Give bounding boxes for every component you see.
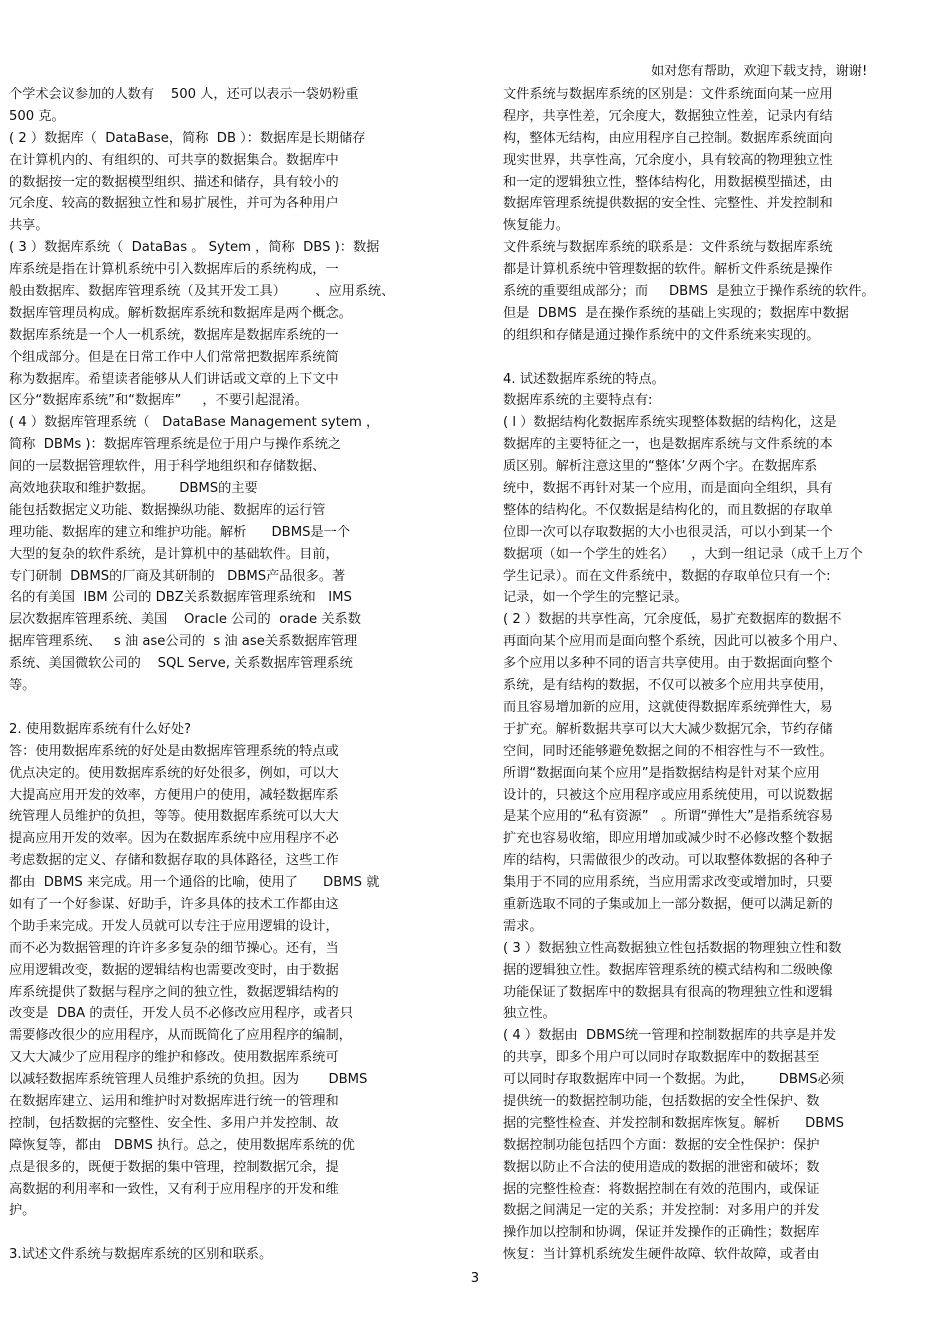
text-line: 数据库管理员构成。解析数据库系统和数据库是两个概念。 [9, 305, 352, 321]
text-line: 而且容易增加新的应用，这就使得数据库系统弹性大，易 [503, 699, 833, 715]
text-line: 区分“数据库系统”和“数据库” ，不要引起混淆。 [9, 393, 308, 409]
text-line: 多个应用以多种不同的语言共享使用。由于数据面向整个 [503, 656, 833, 672]
text-line: 恢复能力。 [503, 218, 569, 234]
text-line: 优点决定的。使用数据库系统的好处很多，例如，可以大 [9, 765, 339, 781]
text-line: 统管理人员维护的负担，等等。使用数据库系统可以大大 [9, 809, 339, 825]
text-line: ( l ）数据结构化数据库系统实现整体数据的结构化，这是 [503, 415, 837, 431]
text-line: 统中，数据不再针对某一个应用，而是面向全组织，具有 [503, 481, 833, 497]
right-column [503, 84, 928, 1266]
text-line [503, 347, 928, 369]
text-line: 据的完整性检查、并发控制和数据库恢复。解析 DBMS [503, 1115, 845, 1131]
text-line: 的组织和存储是通过操作系统中的文件系统来实现的。 [503, 327, 820, 343]
text-line: 现实世界，共享性高，冗余度小，具有较高的物理独立性 [503, 152, 833, 168]
text-line: 学生记录）。而在文件系统中，数据的存取单位只有一个: [503, 568, 831, 584]
text-line: 提高应用开发的效率。因为在数据库系统中应用程序不必 [9, 831, 339, 847]
text-line: 障恢复等，都由 DBMS 执行。总之，使用数据库系统的优 [9, 1137, 355, 1153]
text-line: 大型的复杂的软件系统，是计算机中的基础软件。目前， [9, 546, 339, 562]
text-line: 库系统提供了数据与程序之间的独立性，数据逻辑结构的 [9, 984, 339, 1000]
text-line: 控制，包括数据的完整性、安全性、多用户并发控制、故 [9, 1115, 339, 1131]
text-line: 如有了一个好参谋、好助手，许多具体的技术工作都由这 [9, 896, 339, 912]
text-line: 个组成部分。但是在日常工作中人们常常把数据库系统简 [9, 349, 339, 365]
text-line: 所谓“数据面向某个应用”是指数据结构是针对某个应用 [503, 765, 820, 781]
text-line: 整体的结构化。不仅数据是结构化的，而且数据的存取单 [503, 502, 833, 518]
text-line: 改变是 DBA 的责任，开发人员不必修改应用程序，或者只 [9, 1006, 354, 1022]
text-line: 提供统一的数据控制功能，包括数据的安全性保护、数 [503, 1093, 820, 1109]
text-line [9, 697, 441, 719]
text-line: 构，整体无结构，由应用程序自己控制。数据库系统面向 [503, 130, 833, 146]
text-line: 文件系统与数据库系统的联系是：文件系统与数据库系统 [503, 240, 833, 256]
text-line: 数据以防止不合法的使用造成的数据的泄密和破坏；数 [503, 1159, 820, 1175]
text-line: 操作加以控制和协调，保证并发操作的正确性；数据库 [503, 1225, 820, 1241]
text-line: 个助手来完成。开发人员就可以专注于应用逻辑的设计， [9, 918, 339, 934]
text-line: 记录，如一个学生的完整记录。 [503, 590, 688, 606]
text-line: 恢复：当计算机系统发生硬件故障、软件故障，或者由 [503, 1247, 820, 1263]
text-line: 3.试述文件系统与数据库系统的区别和联系。 [9, 1247, 273, 1263]
header-note: 如对您有帮助，欢迎下载支持，谢谢! [651, 64, 868, 79]
text-line: 数据库的主要特征之一，也是数据库系统与文件系统的本 [503, 437, 833, 453]
text-line: ( 2 ）数据的共享性高，冗余度低，易扩充数据库的数据不 [503, 612, 842, 628]
text-line: 考虑数据的定义、存储和数据存取的具体路径，这些工作 [9, 853, 339, 869]
text-line: 文件系统与数据库系统的区别是：文件系统面向某一应用 [503, 87, 833, 102]
text-line: 独立性。 [503, 1006, 556, 1022]
text-line: ( 2 ）数据库（ DataBase，简称 DB ）：数据库是长期储存 [9, 130, 366, 146]
text-line: 数据控制功能包括四个方面：数据的安全性保护：保护 [503, 1137, 820, 1153]
text-line: 可以同时存取数据库中同一个数据。为此， DBMS必须 [503, 1072, 845, 1088]
text-line: 在计算机内的、有组织的、可共享的数据集合。数据库中 [9, 152, 339, 168]
text-line: 于扩充。解析数据共享可以大大减少数据冗余，节约存储 [503, 721, 833, 737]
text-line: 库的结构，只需做很少的改动。可以取整体数据的各种子 [503, 853, 833, 869]
text-line: 数据库系统的主要特点有: [503, 393, 653, 409]
text-line: 空间，同时还能够避免数据之间的不相容性与不一致性。 [503, 743, 833, 759]
text-line: 高数据的利用率和一致性，又有利于应用程序的开发和维 [9, 1181, 339, 1197]
text-line: 理功能、数据库的建立和维护功能。解析 DBMS是一个 [9, 524, 351, 540]
text-line: 集用于不同的应用系统，当应用需求改变或增加时，只要 [503, 875, 833, 891]
text-line: 又大大减少了应用程序的维护和修改。使用数据库系统可 [9, 1050, 339, 1066]
text-line: 需要修改很少的应用程序，从而既简化了应用程序的编制， [9, 1028, 352, 1044]
text-line: 系统的重要组成部分；而 DBMS 是独立于操作系统的软件。 [503, 284, 875, 300]
text-line: 是某个应用的“私有资源” 。所谓“弹性大”是指系统容易 [503, 809, 834, 825]
text-line: 程序，共享性差，冗余度大，数据独立性差，记录内有结 [503, 108, 833, 124]
text-line: 据的逻辑独立性。数据库管理系统的模式结构和二级映像 [503, 962, 833, 978]
text-line: ( 4 ）数据由 DBMS统一管理和控制数据库的共享是并发 [503, 1028, 837, 1044]
text-line: 专门研制 DBMS的厂商及其研制的 DBMS产品很多。著 [9, 568, 346, 584]
text-line: 在数据库建立、运用和维护时对数据库进行统一的管理和 [9, 1093, 339, 1109]
text-line: 而不必为数据管理的许许多多复杂的细节操心。还有，当 [9, 940, 339, 956]
text-line: 的共享，即多个用户可以同时存取数据库中的数据甚至 [503, 1050, 820, 1066]
text-line: 的数据按一定的数据模型组织、描述和储存，具有较小的 [9, 174, 339, 190]
text-line: 共享。 [9, 218, 49, 234]
text-line: 和一定的逻辑独立性，整体结构化，用数据模型描述，由 [503, 174, 833, 190]
text-line [9, 1222, 441, 1244]
text-line: 护。 [9, 1203, 36, 1219]
text-line: 但是 DBMS 是在操作系统的基础上实现的；数据库中数据 [503, 305, 849, 321]
text-line: 简称 DBMs )：数据库管理系统是位于用户与操作系统之 [9, 437, 342, 453]
text-line: 功能保证了数据库中的数据具有很高的物理独立性和逻辑 [503, 984, 833, 1000]
text-line: 重新选取不同的子集或加上一部分数据，便可以满足新的 [503, 896, 833, 912]
text-line: ( 4 ）数据库管理系统（ DataBase Management sytem ， [9, 415, 380, 431]
text-line: 扩充也容易收缩，即应用增加或减少时不必修改整个数据 [503, 831, 833, 847]
text-line: 数据库管理系统提供数据的安全性、完整性、并发控制和 [503, 196, 833, 212]
text-line: 般由数据库、数据库管理系统（及其开发工具） 、应用系统、 [9, 284, 395, 300]
text-line: 500 克。 [9, 108, 65, 124]
page-number: 3 [470, 1271, 480, 1286]
text-line: 系统，是有结构的数据，不仅可以被多个应用共享使用， [503, 678, 833, 694]
left-column [9, 84, 441, 1266]
text-line: 数据之间满足一定的关系；并发控制：对多用户的并发 [503, 1203, 820, 1219]
text-line: 名的有美国 IBM 公司的 DBZ关系数据库管理系统和 IMS [9, 590, 352, 606]
text-line: 高效地获取和维护数据。 DBMS的主要 [9, 481, 258, 497]
text-line: 都由 DBMS 来完成。用一个通俗的比喻，使用了 DBMS 就 [9, 875, 380, 891]
text-line: 系统、美国微软公司的 SQL Serve, 关系数据库管理系统 [9, 656, 353, 672]
text-line: 等。 [9, 678, 36, 694]
text-line: 位即一次可以存取数据的大小也很灵活，可以小到某一个 [503, 524, 833, 540]
text-line: 冗余度、较高的数据独立性和易扩展性，并可为各种用户 [9, 196, 339, 212]
text-line: 数据库系统是一个人一机系统，数据库是数据库系统的一 [9, 327, 339, 343]
text-line: 数据项（如一个学生的姓名） ，大到一组记录（成千上万个 [503, 546, 863, 562]
text-line: 以减轻数据库系统管理人员维护系统的负担。因为 DBMS [9, 1072, 368, 1088]
text-line: 库系统是指在计算机系统中引入数据库后的系统构成，一 [9, 262, 339, 278]
text-line: 据库管理系统、 s 油 ase公司的 s 油 ase关系数据库管理 [9, 634, 358, 650]
text-line: 大提高应用开发的效率，方便用户的使用，减轻数据库系 [9, 787, 339, 803]
text-line: 据的完整性检查：将数据控制在有效的范围内，或保证 [503, 1181, 820, 1197]
text-line: ( 3 ）数据库系统（ DataBas 。 Sytem ，简称 DBS )：数据 [9, 240, 380, 256]
text-line: 都是计算机系统中管理数据的软件。解析文件系统是操作 [503, 262, 833, 278]
text-line: 能包括数据定义功能、数据操纵功能、数据库的运行管 [9, 502, 326, 518]
text-line: 点是很多的，既便于数据的集中管理，控制数据冗余，提 [9, 1159, 339, 1175]
text-line: 需求。 [503, 918, 543, 934]
text-line: 层次数据库管理系统、美国 Oracle 公司的 orade 关系数 [9, 612, 361, 628]
text-line: 质区别。解析注意这里的“整体’夕两个字。在数据库系 [503, 459, 818, 475]
text-line: ( 3 ）数据独立性高数据独立性包括数据的物理独立性和数 [503, 940, 842, 956]
text-line: 答：使用数据库系统的好处是由数据库管理系统的特点或 [9, 743, 339, 759]
text-line: 间的一层数据管理软件，用于科学地组织和存储数据、 [9, 459, 326, 475]
text-line: 4. 试述数据库系统的特点。 [503, 371, 665, 387]
text-line: 应用逻辑改变，数据的逻辑结构也需要改变时，由于数据 [9, 962, 339, 978]
text-line: 再面向某个应用而是面向整个系统，因此可以被多个用户、 [503, 634, 846, 650]
text-line: 2. 使用数据库系统有什么好处? [9, 721, 192, 737]
text-line: 设计的，只被这个应用程序或应用系统使用，可以说数据 [503, 787, 833, 803]
text-line: 个学术会议参加的人数有 500 人，还可以表示一袋奶粉重 [9, 87, 359, 102]
text-line: 称为数据库。希望读者能够从人们讲话或文章的上下文中 [9, 371, 339, 387]
